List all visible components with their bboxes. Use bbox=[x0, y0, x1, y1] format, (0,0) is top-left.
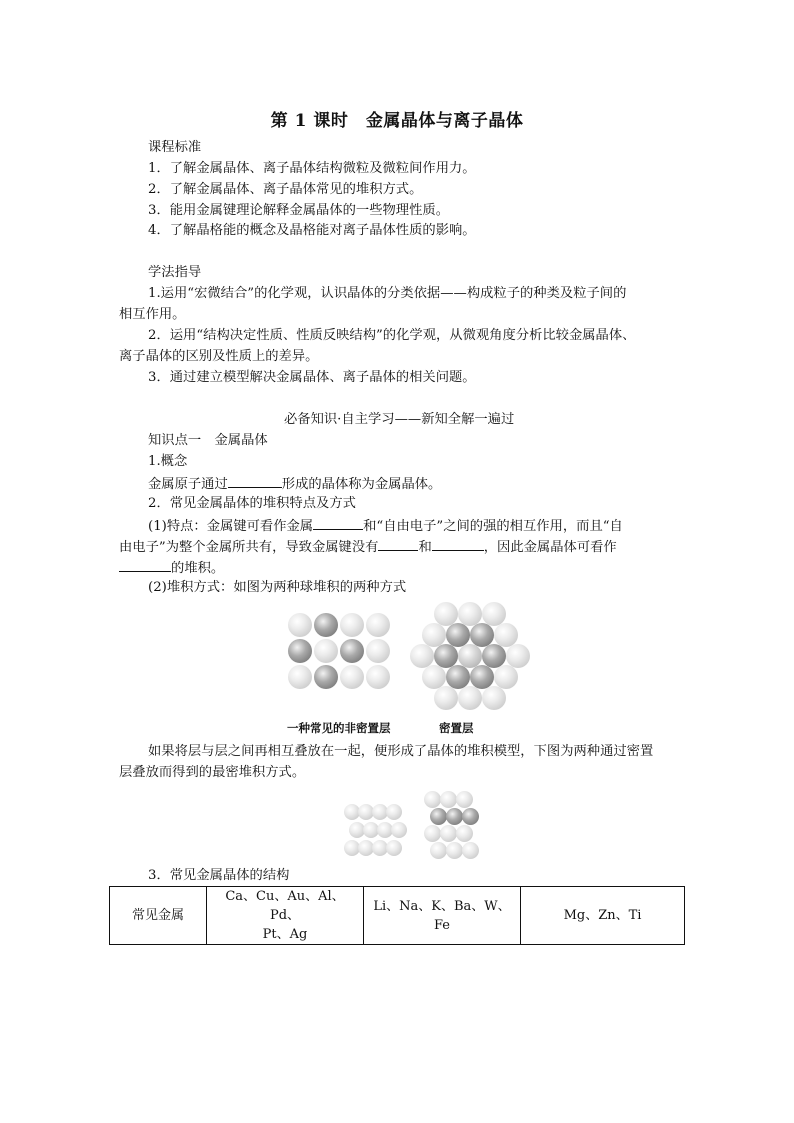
atom-sphere bbox=[386, 804, 402, 820]
paragraph-line: 层叠放而得到的最密堆积方式。 bbox=[119, 765, 306, 780]
knowledge-point-title: 知识点一 金属晶体 bbox=[148, 433, 268, 448]
atom-sphere bbox=[386, 840, 402, 856]
page-title: 第 1 课时 金属晶体与离子晶体 bbox=[270, 111, 524, 131]
atom-sphere bbox=[288, 639, 312, 663]
atom-sphere bbox=[288, 613, 312, 637]
fill-blank[interactable] bbox=[378, 536, 418, 551]
table-cell: Mg、Zn、Ti bbox=[521, 887, 685, 945]
atom-sphere bbox=[446, 808, 463, 825]
concept-heading: 1.概念 bbox=[148, 454, 188, 469]
feature-text: 由电子”为整个金属所共有，导致金属键没有 bbox=[119, 540, 379, 555]
feature-line bbox=[119, 557, 224, 579]
atom-sphere bbox=[366, 665, 390, 689]
paragraph-line: 如果将层与层之间再相互叠放在一起，便形成了晶体的堆积模型，下图为两种通过密置 bbox=[148, 744, 654, 759]
table-cell bbox=[207, 887, 364, 945]
atom-sphere bbox=[314, 639, 338, 663]
standards-item: 2．了解金属晶体、离子晶体常见的堆积方式。 bbox=[148, 182, 423, 197]
atom-sphere bbox=[340, 665, 364, 689]
atom-sphere bbox=[391, 822, 407, 838]
atom-sphere bbox=[440, 825, 457, 842]
atom-sphere bbox=[340, 613, 364, 637]
atom-sphere bbox=[314, 613, 338, 637]
atom-sphere bbox=[482, 686, 506, 710]
guide-item-cont: 离子晶体的区别及性质上的差异。 bbox=[119, 349, 319, 364]
fill-blank[interactable] bbox=[432, 536, 484, 551]
atom-sphere bbox=[494, 665, 518, 689]
atom-sphere bbox=[340, 639, 364, 663]
atom-sphere bbox=[446, 842, 463, 859]
stacking-heading: 2．常见金属晶体的堆积特点及方式 bbox=[148, 496, 356, 511]
feature-line bbox=[119, 536, 617, 558]
feature-text: (1)特点：金属键可看作金属 bbox=[148, 519, 314, 534]
guide-item-cont: 相互作用。 bbox=[119, 307, 186, 322]
atom-sphere bbox=[366, 639, 390, 663]
atom-sphere bbox=[506, 644, 530, 668]
atom-sphere bbox=[314, 665, 338, 689]
fill-blank[interactable] bbox=[119, 557, 171, 572]
atom-sphere bbox=[434, 686, 458, 710]
figure-caption: 一种常见的非密置层 bbox=[287, 721, 391, 735]
table-cell-line: Ca、Cu、Au、Al、Pd、 bbox=[225, 889, 345, 923]
atom-sphere bbox=[440, 791, 457, 808]
structure-heading: 3．常见金属晶体的结构 bbox=[148, 868, 290, 883]
standards-item: 3．能用金属键理论解释金属晶体的一些物理性质。 bbox=[148, 203, 449, 218]
table-cell-label: 常见金属 bbox=[110, 887, 207, 945]
standards-heading: 课程标准 bbox=[148, 140, 202, 155]
atom-sphere bbox=[288, 665, 312, 689]
fill-blank[interactable] bbox=[313, 515, 363, 530]
metal-structure-table bbox=[109, 886, 685, 945]
section-heading: 必备知识·自主学习——新知全解一遍过 bbox=[284, 412, 515, 427]
standards-item: 1．了解金属晶体、离子晶体结构微粒及微粒间作用力。 bbox=[148, 161, 476, 176]
atom-sphere bbox=[430, 808, 447, 825]
concept-text: 金属原子通过 bbox=[148, 477, 228, 492]
feature-text: 的堆积。 bbox=[171, 561, 225, 576]
atom-sphere bbox=[424, 791, 441, 808]
non-close-packed-layer-figure bbox=[288, 613, 392, 693]
standards-item: 4．了解晶格能的概念及晶格能对离子晶体性质的影响。 bbox=[148, 223, 476, 238]
guide-heading: 学法指导 bbox=[148, 265, 202, 280]
table-row bbox=[110, 887, 685, 945]
guide-item: 3．通过建立模型解决金属晶体、离子晶体的相关问题。 bbox=[148, 370, 476, 385]
atom-sphere bbox=[424, 825, 441, 842]
atom-sphere bbox=[462, 842, 479, 859]
atom-sphere bbox=[456, 825, 473, 842]
feature-text: 和 bbox=[418, 540, 432, 555]
atom-sphere bbox=[458, 686, 482, 710]
hexagonal-close-packing-figure bbox=[340, 798, 406, 860]
atom-sphere bbox=[462, 808, 479, 825]
close-packed-layer-figure bbox=[410, 602, 536, 712]
feature-line bbox=[148, 515, 623, 537]
figure-caption: 密置层 bbox=[439, 721, 474, 735]
guide-item: 2．运用“结构决定性质、性质反映结构”的化学观，从微观角度分析比较金属晶体、 bbox=[148, 328, 636, 343]
stacking-method: (2)堆积方式：如图为两种球堆积的两种方式 bbox=[148, 580, 407, 595]
atom-sphere bbox=[366, 613, 390, 637]
feature-text: 和“自由电子”之间的强的相互作用，而且“自 bbox=[363, 519, 623, 534]
atom-sphere bbox=[456, 791, 473, 808]
feature-text: ，因此金属晶体可看作 bbox=[483, 540, 617, 555]
concept-text: 形成的晶体称为金属晶体。 bbox=[281, 477, 442, 492]
table-cell: Li、Na、K、Ba、W、Fe bbox=[364, 887, 521, 945]
concept-line bbox=[148, 473, 441, 495]
guide-item: 1.运用“宏微结合”的化学观，认识晶体的分类依据——构成粒子的种类及粒子间的 bbox=[148, 286, 627, 301]
atom-sphere bbox=[430, 842, 447, 859]
table-cell-line: Pt、Ag bbox=[262, 927, 308, 942]
cubic-close-packing-figure bbox=[420, 789, 482, 861]
fill-blank[interactable] bbox=[228, 473, 282, 488]
